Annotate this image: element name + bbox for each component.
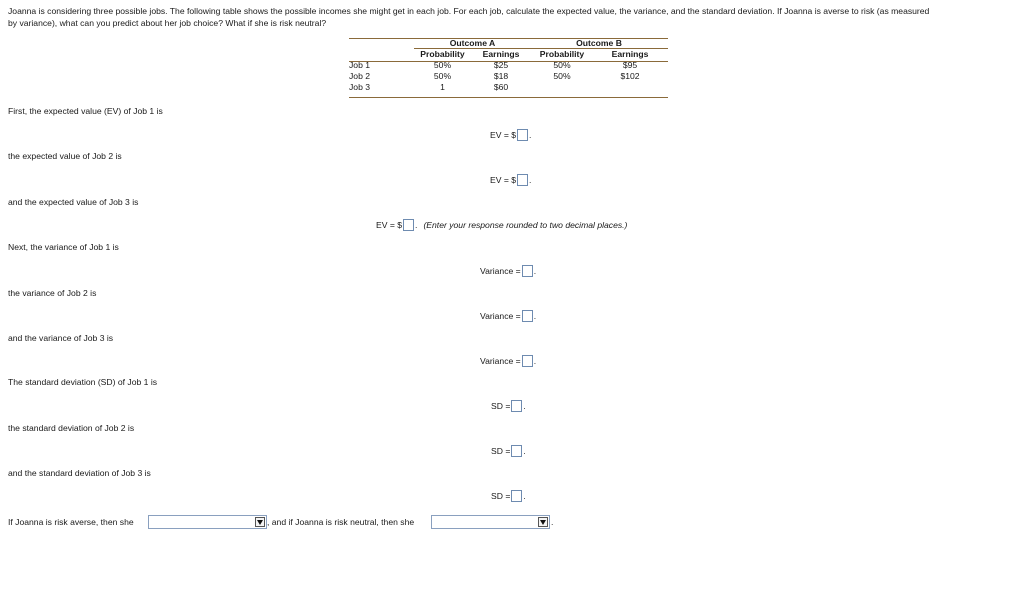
col-earnings-a: Earnings — [482, 49, 520, 59]
risk-neutral-dropdown[interactable] — [431, 515, 550, 529]
job-name: Job 1 — [349, 60, 371, 70]
ev-label: EV = $ — [490, 129, 517, 140]
rounding-note: (Enter your response rounded to two decimal places.) — [423, 219, 628, 230]
risk-averse-prompt: If Joanna is risk averse, then she — [8, 517, 134, 527]
variance-label: Variance = — [480, 265, 521, 276]
ev-job2-row — [490, 173, 531, 186]
sd-job1-prompt: The standard deviation (SD) of Job 1 is — [8, 377, 158, 387]
ev-job2-input[interactable] — [517, 174, 528, 186]
earn-b: $102 — [620, 71, 640, 81]
var-job1-row — [480, 264, 536, 277]
prob-a: 1 — [440, 82, 445, 92]
var-job1-input[interactable] — [522, 265, 533, 277]
row-rule — [349, 61, 668, 62]
period: . — [533, 265, 537, 276]
period: . — [523, 400, 526, 411]
var-job3-prompt: and the variance of Job 3 is — [8, 333, 114, 343]
table-row — [349, 82, 667, 93]
income-table — [349, 38, 667, 93]
sd-job3-input[interactable] — [511, 490, 522, 502]
var-job1-prompt: Next, the variance of Job 1 is — [8, 242, 119, 252]
col-probability-b: Probability — [539, 49, 585, 59]
dropdown-arrow-icon[interactable] — [255, 517, 265, 527]
question-text — [8, 5, 1016, 29]
ev-job2-prompt: the expected value of Job 2 is — [8, 151, 122, 161]
job-name: Job 2 — [349, 71, 371, 81]
prob-a: 50% — [433, 60, 452, 70]
ev-job1-row — [490, 128, 531, 141]
sd-job3-row — [491, 489, 526, 502]
var-job2-input[interactable] — [522, 310, 533, 322]
period: . — [415, 219, 418, 230]
var-job3-row — [480, 354, 536, 367]
ev-job3-prompt: and the expected value of Job 3 is — [8, 197, 139, 207]
outcome-a-header: Outcome A — [449, 38, 496, 48]
prob-b — [531, 82, 593, 93]
prob-b: 50% — [553, 60, 571, 70]
job-name: Job 3 — [349, 82, 371, 92]
final-period: . — [551, 517, 554, 527]
ev-label: EV = $ — [376, 219, 403, 230]
ev-label: EV = $ — [490, 174, 517, 185]
period: . — [529, 129, 532, 140]
ev-job1-input[interactable] — [517, 129, 528, 141]
risk-averse-dropdown[interactable] — [148, 515, 267, 529]
sd-job3-prompt: and the standard deviation of Job 3 is — [8, 468, 151, 478]
table-bottom-rule — [349, 97, 668, 98]
sd-job1-input[interactable] — [511, 400, 522, 412]
sd-job2-prompt: the standard deviation of Job 2 is — [8, 423, 135, 433]
earn-a: $25 — [493, 60, 509, 70]
period: . — [523, 490, 526, 501]
earn-a: $60 — [493, 82, 509, 92]
col-probability-a: Probability — [420, 49, 465, 59]
dropdown-arrow-icon[interactable] — [538, 517, 548, 527]
period: . — [523, 445, 526, 456]
sd-job2-row — [491, 444, 526, 457]
table-row — [349, 71, 667, 82]
ev-job3-input[interactable] — [403, 219, 414, 231]
ev-job3-row — [376, 218, 627, 231]
period: . — [529, 174, 532, 185]
question-line-2: by variance), what can you predict about her job choice? What if she is risk neutral? — [8, 18, 327, 28]
var-job2-row — [480, 309, 536, 322]
risk-neutral-prompt: , and if Joanna is risk neutral, then she — [267, 517, 415, 527]
earn-b — [593, 82, 667, 93]
question-line-1: Joanna is considering three possible jobs. The following table shows the possible incomes she might get in each job. For each job, calculate the expected value, the variance, and the standard deviation. If Joanna is averse to risk (as measured — [8, 6, 930, 16]
earn-b: $95 — [622, 60, 638, 70]
sd-label: SD = — [491, 445, 511, 456]
var-job3-input[interactable] — [522, 355, 533, 367]
prob-b: 50% — [553, 71, 571, 81]
var-job2-prompt: the variance of Job 2 is — [8, 288, 97, 298]
sd-label: SD = — [491, 490, 511, 501]
outcome-b-header: Outcome B — [576, 38, 622, 48]
prob-a: 50% — [433, 71, 452, 81]
sd-job1-row — [491, 399, 526, 412]
variance-label: Variance = — [480, 310, 521, 321]
period: . — [533, 355, 537, 366]
variance-label: Variance = — [480, 355, 521, 366]
col-earnings-b: Earnings — [611, 49, 649, 59]
sd-job2-input[interactable] — [511, 445, 522, 457]
earn-a: $18 — [493, 71, 509, 81]
ev-job1-prompt: First, the expected value (EV) of Job 1 is — [8, 106, 163, 116]
period: . — [533, 310, 537, 321]
sd-label: SD = — [491, 400, 511, 411]
